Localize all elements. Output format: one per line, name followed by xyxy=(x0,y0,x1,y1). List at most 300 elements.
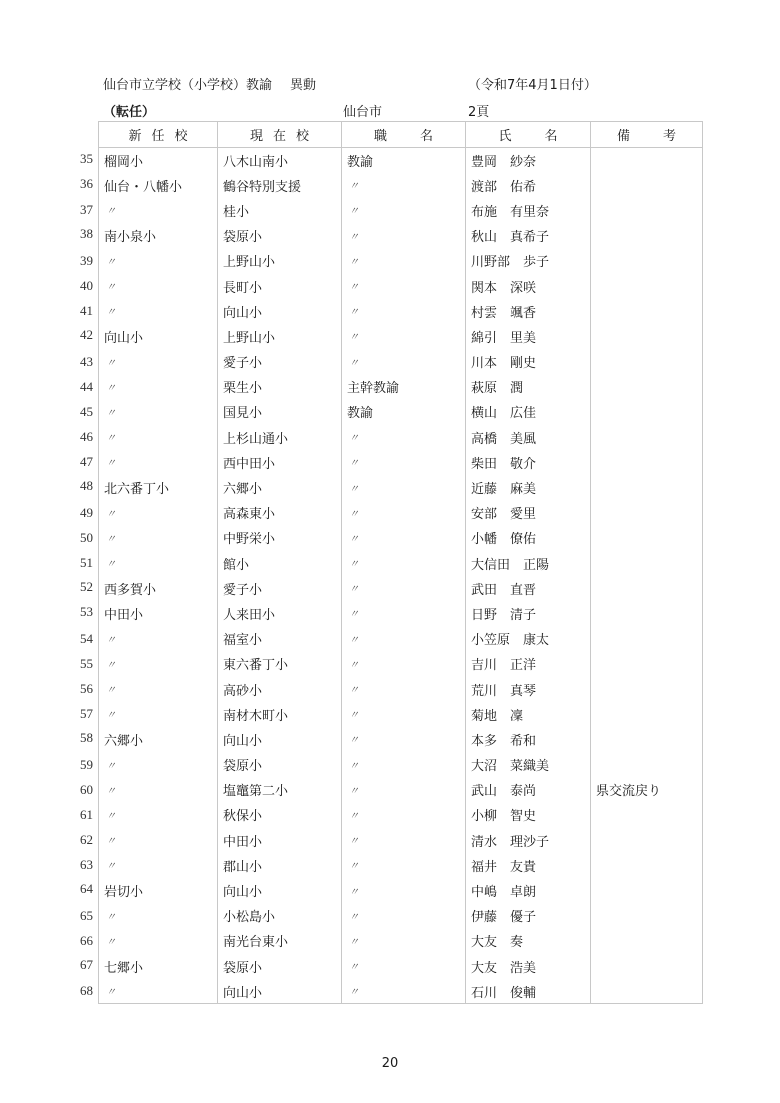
name-cell-text: 大沼 菜織美 xyxy=(471,759,550,775)
section-label: （転任） xyxy=(103,105,156,120)
new-school-cell xyxy=(80,802,218,827)
current-school-cell xyxy=(218,525,342,550)
document-title-line xyxy=(103,74,703,94)
row-number: 53 xyxy=(80,603,93,619)
remarks-cell xyxy=(591,223,703,248)
row-number: 35 xyxy=(80,150,93,166)
current-school-cell-text: 向山小 xyxy=(223,985,263,1001)
row-number: 36 xyxy=(80,175,93,191)
table-row xyxy=(99,399,703,424)
position-cell-text: 〃 xyxy=(349,181,359,193)
current-school-cell-text: 愛子小 xyxy=(223,356,263,372)
new-school-cell-text: 〃 xyxy=(106,256,116,268)
name-cell xyxy=(466,374,591,399)
current-school-cell-text: 桂小 xyxy=(223,204,250,220)
table-row xyxy=(99,777,703,802)
remarks-cell xyxy=(591,324,703,349)
position-cell xyxy=(342,903,466,928)
current-school-cell-text: 東六番丁小 xyxy=(223,658,289,674)
new-school-cell xyxy=(80,223,218,248)
position-cell xyxy=(342,374,466,399)
row-number: 56 xyxy=(80,681,93,697)
table-row xyxy=(99,802,703,827)
new-school-cell xyxy=(80,954,218,979)
position-cell-text: 〃 xyxy=(349,962,359,974)
current-school-cell-text: 愛子小 xyxy=(223,582,263,598)
table-row xyxy=(99,651,703,676)
new-school-cell-text: 〃 xyxy=(106,987,116,999)
current-school-cell-text: 袋原小 xyxy=(223,960,263,976)
name-cell xyxy=(466,601,591,626)
position-cell xyxy=(342,223,466,248)
current-school-cell xyxy=(218,853,342,878)
new-school-cell-text: 〃 xyxy=(106,533,116,545)
column-header-current-school: 現在校 xyxy=(218,122,342,148)
document-subtitle-line xyxy=(103,101,703,121)
position-cell xyxy=(342,551,466,576)
table-row xyxy=(99,928,703,953)
current-school-cell xyxy=(218,878,342,903)
remarks-cell xyxy=(591,525,703,550)
name-cell-text: 村雲 颯香 xyxy=(471,305,537,321)
position-cell xyxy=(342,248,466,273)
current-school-cell xyxy=(218,374,342,399)
table-row xyxy=(99,979,703,1004)
new-school-cell xyxy=(80,374,218,399)
row-number: 39 xyxy=(80,252,93,268)
new-school-cell xyxy=(80,702,218,727)
new-school-cell xyxy=(80,853,218,878)
remarks-cell xyxy=(591,148,703,173)
remarks-cell xyxy=(591,651,703,676)
current-school-cell xyxy=(218,198,342,223)
name-cell-text: 小幡 僚佑 xyxy=(471,532,537,548)
table-row xyxy=(99,299,703,324)
position-cell xyxy=(342,500,466,525)
table-row xyxy=(99,878,703,903)
current-school-cell-text: 八木山南小 xyxy=(223,154,289,170)
position-cell-text: 〃 xyxy=(349,508,359,520)
table-row xyxy=(99,551,703,576)
position-cell-text: 〃 xyxy=(349,659,359,671)
table-row xyxy=(99,626,703,651)
remarks-cell xyxy=(591,702,703,727)
position-cell xyxy=(342,399,466,424)
position-cell-text: 〃 xyxy=(349,634,359,646)
row-number: 68 xyxy=(80,983,93,999)
position-cell-text: 〃 xyxy=(349,332,359,344)
name-cell-text: 大信田 正陽 xyxy=(471,557,550,573)
current-school-cell xyxy=(218,450,342,475)
name-cell xyxy=(466,626,591,651)
table-row xyxy=(99,374,703,399)
current-school-cell xyxy=(218,425,342,450)
position-cell-text: 主幹教諭 xyxy=(347,381,400,397)
position-cell xyxy=(342,651,466,676)
new-school-cell xyxy=(80,273,218,298)
current-school-cell-text: 福室小 xyxy=(223,633,263,649)
position-cell-text: 〃 xyxy=(349,936,359,948)
current-school-cell-text: 長町小 xyxy=(223,280,263,296)
row-number: 62 xyxy=(80,832,93,848)
name-cell-text: 横山 広佳 xyxy=(471,406,537,422)
position-cell xyxy=(342,752,466,777)
new-school-cell xyxy=(80,450,218,475)
remarks-cell xyxy=(591,198,703,223)
position-cell xyxy=(342,878,466,903)
current-school-cell-text: 向山小 xyxy=(223,305,263,321)
current-school-cell-text: 中野栄小 xyxy=(223,532,276,548)
remarks-cell xyxy=(591,349,703,374)
row-number: 48 xyxy=(80,478,93,494)
new-school-cell xyxy=(80,979,218,1004)
name-cell xyxy=(466,324,591,349)
name-cell xyxy=(466,399,591,424)
name-cell xyxy=(466,651,591,676)
current-school-cell-text: 秋保小 xyxy=(223,809,263,825)
name-cell xyxy=(466,702,591,727)
column-header-new-school: 新任校 xyxy=(99,122,218,148)
current-school-cell xyxy=(218,173,342,198)
table-row xyxy=(99,198,703,223)
remarks-cell xyxy=(591,903,703,928)
new-school-cell-text: 向山小 xyxy=(104,330,144,346)
row-number: 41 xyxy=(80,303,93,319)
new-school-cell xyxy=(80,349,218,374)
table-row xyxy=(99,173,703,198)
new-school-cell-text: 〃 xyxy=(106,659,116,671)
new-school-cell-text: 〃 xyxy=(106,760,116,772)
position-cell-text: 〃 xyxy=(349,282,359,294)
current-school-cell xyxy=(218,702,342,727)
table-body xyxy=(80,148,703,1004)
position-cell-text: 〃 xyxy=(349,307,359,319)
table-row xyxy=(99,676,703,701)
name-cell-text: 大友 奏 xyxy=(471,935,524,951)
position-cell-text: 〃 xyxy=(349,206,359,218)
position-cell xyxy=(342,676,466,701)
position-cell-text: 〃 xyxy=(349,685,359,697)
new-school-cell xyxy=(80,525,218,550)
name-cell xyxy=(466,349,591,374)
new-school-cell-text: 〃 xyxy=(106,710,116,722)
position-cell xyxy=(342,853,466,878)
remarks-cell xyxy=(591,173,703,198)
remarks-cell xyxy=(591,802,703,827)
new-school-cell xyxy=(80,148,218,173)
current-school-cell xyxy=(218,576,342,601)
table-row xyxy=(99,248,703,273)
position-cell-text: 〃 xyxy=(349,433,359,445)
current-school-cell-text: 館小 xyxy=(223,557,250,573)
name-cell xyxy=(466,551,591,576)
name-cell-text: 秋山 真希子 xyxy=(471,230,550,246)
remarks-cell xyxy=(591,777,703,802)
table-row xyxy=(99,702,703,727)
new-school-cell-text: 〃 xyxy=(106,508,116,520)
current-school-cell xyxy=(218,551,342,576)
table-row xyxy=(99,273,703,298)
current-school-cell xyxy=(218,903,342,928)
remarks-cell xyxy=(591,425,703,450)
new-school-cell xyxy=(80,248,218,273)
remarks-cell xyxy=(591,576,703,601)
name-cell-text: 武田 直晋 xyxy=(471,582,537,598)
name-cell-text: 大友 浩美 xyxy=(471,960,537,976)
current-school-cell xyxy=(218,727,342,752)
position-cell-text: 〃 xyxy=(349,357,359,369)
table-row xyxy=(99,903,703,928)
remarks-cell xyxy=(591,551,703,576)
position-cell-text: 〃 xyxy=(349,861,359,873)
new-school-cell-text: 北六番丁小 xyxy=(104,482,170,498)
position-cell xyxy=(342,777,466,802)
name-cell xyxy=(466,752,591,777)
effective-date: （令和7年4月1日付） xyxy=(468,78,597,93)
name-cell xyxy=(466,248,591,273)
current-school-cell xyxy=(218,273,342,298)
position-cell xyxy=(342,450,466,475)
current-school-cell xyxy=(218,979,342,1004)
remarks-cell xyxy=(591,399,703,424)
name-cell-text: 武山 泰尚 xyxy=(471,784,537,800)
current-school-cell xyxy=(218,752,342,777)
table-row xyxy=(99,727,703,752)
position-cell xyxy=(342,349,466,374)
current-school-cell-text: 中田小 xyxy=(223,834,263,850)
name-cell-text: 川野部 歩子 xyxy=(471,255,550,271)
remarks-cell xyxy=(591,878,703,903)
row-number: 58 xyxy=(80,729,93,745)
name-cell xyxy=(466,954,591,979)
position-cell-text: 〃 xyxy=(349,785,359,797)
current-school-cell xyxy=(218,248,342,273)
remarks-cell xyxy=(591,727,703,752)
new-school-cell xyxy=(80,299,218,324)
name-cell-text: 川本 剛史 xyxy=(471,356,537,372)
current-school-cell xyxy=(218,828,342,853)
row-number: 40 xyxy=(80,278,93,294)
new-school-cell-text: 〃 xyxy=(106,836,116,848)
table-row xyxy=(99,576,703,601)
row-number: 65 xyxy=(80,907,93,923)
current-school-cell xyxy=(218,349,342,374)
new-school-cell xyxy=(80,475,218,500)
position-cell xyxy=(342,702,466,727)
table-row xyxy=(99,425,703,450)
name-cell xyxy=(466,676,591,701)
row-number: 57 xyxy=(80,706,93,722)
transfer-table xyxy=(80,121,703,1004)
new-school-cell-text: 〃 xyxy=(106,685,116,697)
name-cell-text: 柴田 敬介 xyxy=(471,456,537,472)
table-row xyxy=(99,223,703,248)
row-number: 47 xyxy=(80,454,93,470)
name-cell-text: 渡部 佑希 xyxy=(471,179,537,195)
remarks-cell xyxy=(591,601,703,626)
new-school-cell-text: 〃 xyxy=(106,936,116,948)
current-school-cell-text: 袋原小 xyxy=(223,230,263,246)
name-cell xyxy=(466,500,591,525)
position-cell-text: 〃 xyxy=(349,458,359,470)
name-cell xyxy=(466,853,591,878)
position-cell-text: 〃 xyxy=(349,559,359,571)
new-school-cell-text: 〃 xyxy=(106,282,116,294)
name-cell xyxy=(466,928,591,953)
name-cell xyxy=(466,475,591,500)
name-cell xyxy=(466,299,591,324)
row-number: 63 xyxy=(80,857,93,873)
new-school-cell xyxy=(80,651,218,676)
new-school-cell xyxy=(80,198,218,223)
current-school-cell xyxy=(218,500,342,525)
remarks-cell xyxy=(591,299,703,324)
current-school-cell-text: 向山小 xyxy=(223,733,263,749)
position-cell-text: 〃 xyxy=(349,760,359,772)
position-cell-text: 〃 xyxy=(349,533,359,545)
new-school-cell-text: 〃 xyxy=(106,559,116,571)
name-cell xyxy=(466,802,591,827)
position-cell xyxy=(342,148,466,173)
position-cell xyxy=(342,727,466,752)
current-school-cell-text: 南材木町小 xyxy=(223,708,289,724)
current-school-cell-text: 人来田小 xyxy=(223,607,276,623)
new-school-cell xyxy=(80,601,218,626)
name-cell-text: 小笠原 康太 xyxy=(471,633,550,649)
position-cell-text: 〃 xyxy=(349,810,359,822)
remarks-cell xyxy=(591,979,703,1004)
current-school-cell xyxy=(218,475,342,500)
row-number: 59 xyxy=(80,756,93,772)
row-number: 50 xyxy=(80,529,93,545)
remarks-cell-text: 県交流戻り xyxy=(596,784,662,800)
new-school-cell xyxy=(80,928,218,953)
current-school-cell-text: 高砂小 xyxy=(223,683,263,699)
remarks-cell xyxy=(591,475,703,500)
position-cell xyxy=(342,828,466,853)
new-school-cell-text: 七郷小 xyxy=(104,960,144,976)
new-school-cell-text: 南小泉小 xyxy=(104,230,157,246)
row-number: 42 xyxy=(80,326,93,342)
position-cell-text: 〃 xyxy=(349,710,359,722)
current-school-cell-text: 塩竈第二小 xyxy=(223,784,289,800)
new-school-cell xyxy=(80,752,218,777)
remarks-cell xyxy=(591,374,703,399)
new-school-cell-text: 西多賀小 xyxy=(104,582,157,598)
remarks-cell xyxy=(591,248,703,273)
column-header-remarks: 備 考 xyxy=(591,122,703,148)
row-number: 52 xyxy=(80,578,93,594)
new-school-cell-text: 榴岡小 xyxy=(104,154,144,170)
remarks-cell xyxy=(591,626,703,651)
position-cell xyxy=(342,954,466,979)
new-school-cell-text: 〃 xyxy=(106,307,116,319)
row-number: 54 xyxy=(80,630,93,646)
name-cell xyxy=(466,148,591,173)
new-school-cell-text: 中田小 xyxy=(104,607,144,623)
name-cell xyxy=(466,576,591,601)
name-cell xyxy=(466,198,591,223)
current-school-cell xyxy=(218,954,342,979)
new-school-cell-text: 仙台・八幡小 xyxy=(104,179,183,195)
table-row xyxy=(99,475,703,500)
position-cell xyxy=(342,425,466,450)
table-header-row xyxy=(99,122,703,148)
current-school-cell-text: 上野山小 xyxy=(223,255,276,271)
remarks-cell xyxy=(591,954,703,979)
remarks-cell xyxy=(591,853,703,878)
table-row xyxy=(99,450,703,475)
name-cell xyxy=(466,979,591,1004)
name-cell-text: 中嶋 卓朗 xyxy=(471,885,537,901)
position-cell-text: 〃 xyxy=(349,483,359,495)
new-school-cell xyxy=(80,324,218,349)
table-row xyxy=(99,752,703,777)
name-cell-text: 石川 俊輔 xyxy=(471,985,537,1001)
row-number: 44 xyxy=(80,378,93,394)
current-school-cell-text: 高森東小 xyxy=(223,507,276,523)
position-cell xyxy=(342,576,466,601)
current-school-cell-text: 六郷小 xyxy=(223,482,263,498)
remarks-cell xyxy=(591,676,703,701)
current-school-cell xyxy=(218,928,342,953)
current-school-cell-text: 向山小 xyxy=(223,885,263,901)
current-school-cell xyxy=(218,802,342,827)
name-cell-text: 福井 友貴 xyxy=(471,859,537,875)
row-number: 64 xyxy=(80,881,93,897)
new-school-cell-text: 〃 xyxy=(106,911,116,923)
position-cell-text: 〃 xyxy=(349,911,359,923)
name-cell xyxy=(466,425,591,450)
name-cell-text: 近藤 麻美 xyxy=(471,482,537,498)
row-number: 66 xyxy=(80,932,93,948)
name-cell xyxy=(466,173,591,198)
row-number: 49 xyxy=(80,504,93,520)
row-number: 45 xyxy=(80,403,93,419)
position-cell-text: 〃 xyxy=(349,735,359,747)
position-cell xyxy=(342,475,466,500)
name-cell-text: 日野 清子 xyxy=(471,607,537,623)
current-school-cell xyxy=(218,223,342,248)
document-category: 異動 xyxy=(290,78,317,93)
table-row xyxy=(99,601,703,626)
name-cell-text: 菊地 凜 xyxy=(471,708,524,724)
current-school-cell-text: 袋原小 xyxy=(223,759,263,775)
name-cell-text: 綿引 里美 xyxy=(471,330,537,346)
row-number: 38 xyxy=(80,226,93,242)
new-school-cell-text: 〃 xyxy=(106,357,116,369)
new-school-cell-text: 岩切小 xyxy=(104,885,144,901)
name-cell xyxy=(466,525,591,550)
new-school-cell xyxy=(80,727,218,752)
current-school-cell-text: 上杉山通小 xyxy=(223,431,289,447)
new-school-cell xyxy=(80,399,218,424)
name-cell-text: 安部 愛里 xyxy=(471,507,537,523)
new-school-cell-text: 〃 xyxy=(106,634,116,646)
position-cell xyxy=(342,928,466,953)
name-cell xyxy=(466,903,591,928)
position-cell xyxy=(342,173,466,198)
name-cell xyxy=(466,878,591,903)
row-number: 55 xyxy=(80,655,93,671)
name-cell xyxy=(466,450,591,475)
position-cell xyxy=(342,198,466,223)
row-number: 43 xyxy=(80,353,93,369)
remarks-cell xyxy=(591,828,703,853)
page-number: 20 xyxy=(381,1056,399,1071)
table-row xyxy=(99,525,703,550)
name-cell-text: 豊岡 紗奈 xyxy=(471,154,537,170)
